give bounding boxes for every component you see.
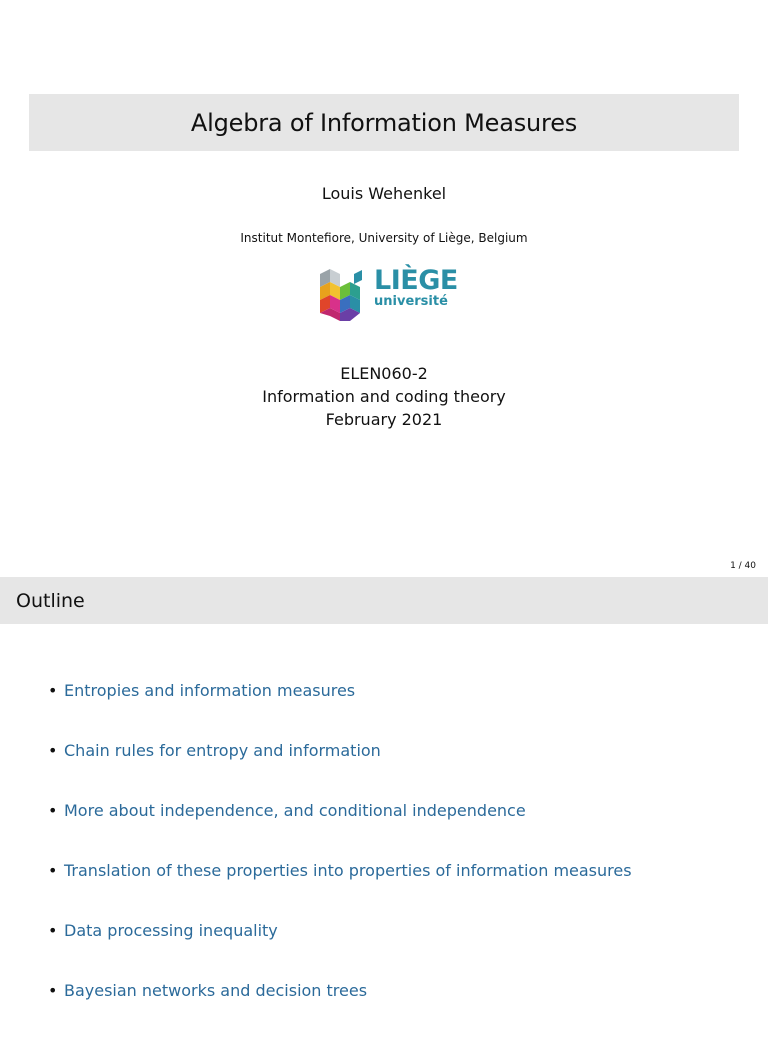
list-item (48, 741, 632, 801)
list-item (48, 681, 632, 741)
institute: Institut Montefiore, University of Liège, Belgium (240, 231, 528, 245)
bullet-icon: • (48, 981, 58, 1000)
bullet-icon: • (48, 921, 58, 940)
list-item-text: Chain rules for entropy and information (64, 741, 381, 760)
logo-text-universite: université (374, 294, 448, 309)
title-box (29, 94, 739, 151)
list-item-text: Bayesian networks and decision trees (64, 981, 368, 1000)
course-name: Information and coding theory (262, 387, 506, 406)
list-item-text: Entropies and information measures (64, 681, 356, 700)
frame-title-bar (0, 577, 768, 624)
university-logo-icon (318, 266, 370, 324)
logo-text-liege: LIÈGE (374, 265, 458, 296)
course-info (0, 362, 768, 431)
outline-slide (0, 577, 768, 1024)
author-name: Louis Wehenkel (321, 184, 447, 203)
course-code: ELEN060-2 (340, 364, 428, 383)
frame-title: Outline (16, 590, 85, 612)
list-item-text: More about independence, and conditional independence (64, 801, 526, 820)
page-number: 1 / 40 (730, 561, 756, 571)
list-item (48, 921, 632, 981)
presentation-title: Algebra of Information Measures (190, 108, 578, 137)
list-item-text: Data processing inequality (64, 921, 278, 940)
course-date: February 2021 (325, 410, 443, 429)
list-item (48, 861, 632, 921)
bullet-icon: • (48, 741, 58, 760)
list-item-text: Translation of these properties into properties of information measures (64, 861, 632, 880)
list-item (48, 981, 632, 1041)
bullet-icon: • (48, 861, 58, 880)
list-item (48, 801, 632, 861)
bullet-icon: • (48, 681, 58, 700)
university-logo (318, 266, 458, 324)
bullet-icon: • (48, 801, 58, 820)
outline-list (48, 681, 632, 1041)
